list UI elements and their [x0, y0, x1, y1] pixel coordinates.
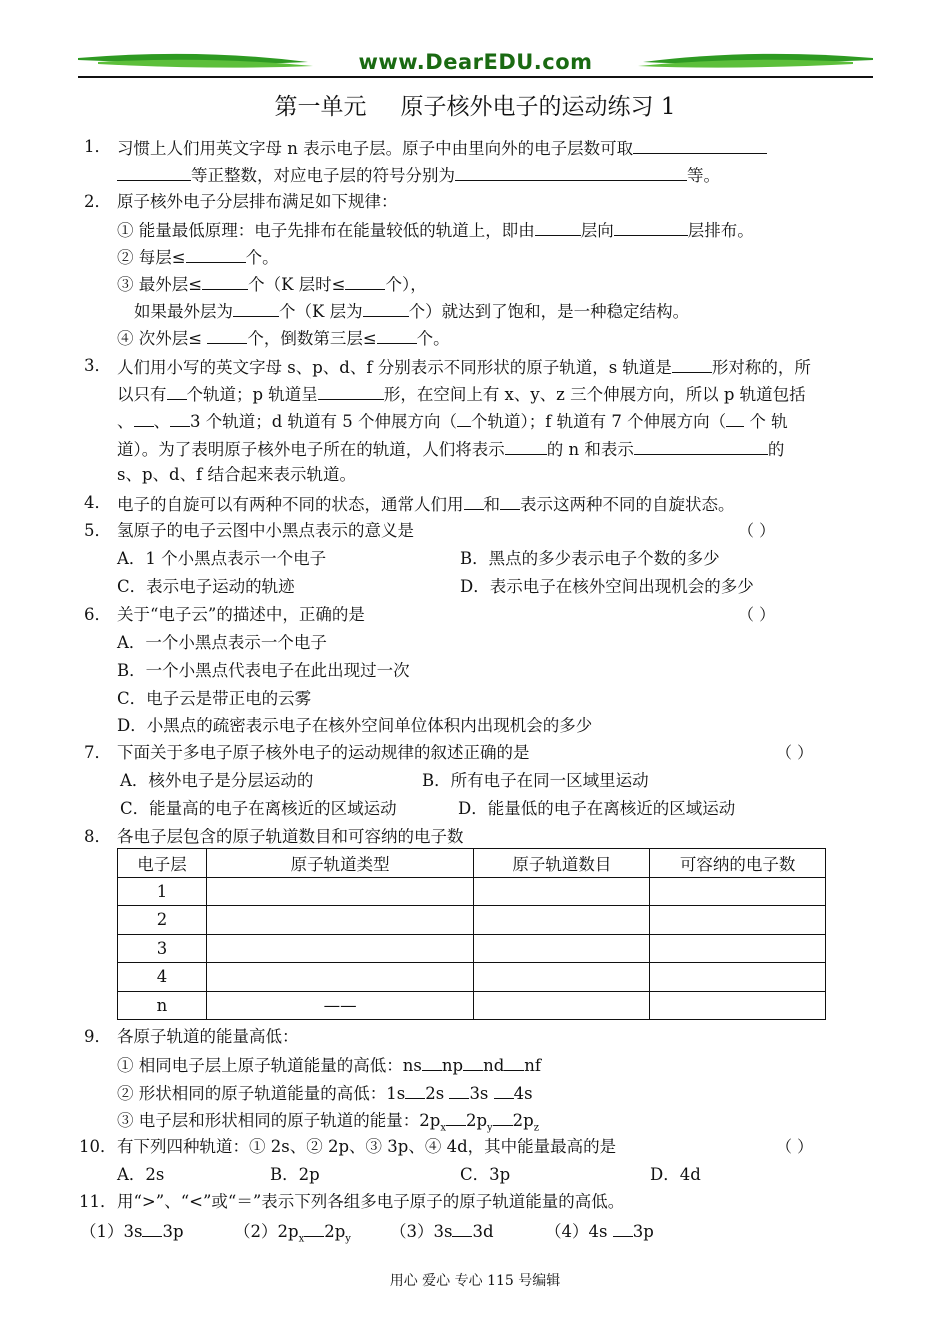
- answer-cell[interactable]: [474, 906, 650, 935]
- q3-line-1: 人们用小写的英文字母 s、p、d、f 分别表示不同形状的原子轨道，s 轨道是 形对称的，所: [117, 355, 811, 379]
- q2-number: 2．: [84, 192, 111, 211]
- q6-option-d: D．小黑点的疏密表示电子在核外空间单位体积内出现机会的多少: [117, 716, 593, 735]
- q6-option-a: A．一个小黑点表示一个电子: [117, 633, 327, 652]
- q11-item-3: （3）3s 3d: [390, 1219, 494, 1243]
- q3-number: 3．: [84, 356, 111, 375]
- answer-cell[interactable]: [650, 934, 826, 963]
- table-header-cell: 可容纳的电子数: [650, 849, 826, 878]
- q2-blank-1[interactable]: [535, 218, 581, 236]
- q11-blank-2[interactable]: [304, 1219, 324, 1237]
- q7-number: 7．: [84, 743, 111, 762]
- answer-cell[interactable]: [474, 877, 650, 906]
- q2-stem: 原子核外电子分层排布满足如下规律：: [117, 192, 398, 211]
- q4-blank-1[interactable]: [464, 492, 484, 510]
- q11-number: 11．: [79, 1192, 117, 1211]
- q7-option-d: D．能量低的电子在离核近的区域运动: [458, 799, 736, 818]
- q4-blank-2[interactable]: [500, 492, 520, 510]
- q10-number: 10．: [79, 1137, 117, 1156]
- q10-option-c: C．3p: [460, 1165, 511, 1184]
- q7-option-b: B．所有电子在同一区域里运动: [422, 771, 649, 790]
- q3-blank-9[interactable]: [634, 437, 768, 455]
- q2-rule-1: ① 能量最低原理：电子先排布在能量较低的轨道上，即由 层向 层排布。: [117, 218, 754, 242]
- answer-cell[interactable]: [650, 906, 826, 935]
- table-row: [118, 963, 826, 992]
- q6-option-b: B．一个小黑点代表电子在此出现过一次: [117, 661, 410, 680]
- header-rule: [78, 76, 873, 78]
- q11-blank-1[interactable]: [142, 1219, 162, 1237]
- q11-blank-4[interactable]: [613, 1219, 633, 1237]
- q3-blank-6[interactable]: [457, 409, 471, 427]
- q7-option-c: C．能量高的电子在离核近的区域运动: [120, 799, 397, 818]
- table-row: [118, 934, 826, 963]
- q10-option-d: D．4d: [650, 1165, 701, 1184]
- q1-blank-2[interactable]: [455, 163, 687, 181]
- q2-blank-3[interactable]: [186, 245, 246, 263]
- q11-item-4: （4）4s 3p: [545, 1219, 654, 1243]
- table-header-cell: 原子轨道数目: [474, 849, 650, 878]
- q6-number: 6．: [84, 605, 111, 624]
- q9-blank-1[interactable]: [422, 1053, 442, 1071]
- answer-cell[interactable]: [206, 877, 474, 906]
- q3-blank-2[interactable]: [167, 382, 187, 400]
- q1-blank-1-cont[interactable]: [117, 163, 191, 181]
- q3-line-2: 以只有 个轨道；p 轨道呈 形，在空间上有 x、y、z 三个伸展方向，所以 p 轨道包括: [117, 382, 806, 406]
- q1-line-1: 习惯上人们用英文字母 n 表示电子层。原子中由里向外的电子层数可取: [117, 136, 767, 160]
- q5-option-c: C．表示电子运动的轨迹: [117, 577, 295, 596]
- shell-cell: 3: [118, 934, 207, 963]
- answer-cell[interactable]: [650, 963, 826, 992]
- q5-option-d: D．表示电子在核外空间出现机会的多少: [460, 577, 754, 596]
- q9-blank-8[interactable]: [493, 1108, 513, 1126]
- shell-cell: 2: [118, 906, 207, 935]
- table-row: [118, 906, 826, 935]
- q6-answer-paren[interactable]: （ ）: [738, 605, 776, 624]
- q2-rule-2: ② 每层≤ 个。: [117, 245, 279, 269]
- q1-blank-1[interactable]: [633, 136, 767, 154]
- q6-option-c: C．电子云是带正电的云雾: [117, 689, 312, 708]
- page-title: [0, 88, 950, 121]
- q9-rule-2: ② 形状相同的原子轨道能量的高低：1s 2s 3s 4s: [117, 1081, 533, 1105]
- orbital-table: [117, 848, 826, 1020]
- q9-blank-7[interactable]: [446, 1108, 466, 1126]
- answer-cell[interactable]: [650, 991, 826, 1020]
- q10-answer-paren[interactable]: （ ）: [776, 1137, 814, 1156]
- answer-cell[interactable]: [474, 934, 650, 963]
- dash-cell: ——: [206, 991, 474, 1020]
- table-header-row: [118, 849, 826, 878]
- q7-stem: 下面关于多电子原子核外电子的运动规律的叙述正确的是: [117, 743, 530, 762]
- q2-rule-3-cont: 如果最外层为 个（K 层为 个）就达到了饱和，是一种稳定结构。: [134, 299, 689, 323]
- q9-blank-2[interactable]: [463, 1053, 483, 1071]
- q3-blank-3[interactable]: [318, 382, 384, 400]
- site-brand-logo: www.DearEDU.com: [358, 50, 593, 74]
- shell-cell: 4: [118, 963, 207, 992]
- q2-blank-2[interactable]: [614, 218, 688, 236]
- table-row: [118, 877, 826, 906]
- q2-blank-5[interactable]: [345, 272, 385, 290]
- q2-rule-4: ④ 次外层≤ 个，倒数第三层≤ 个。: [117, 326, 450, 350]
- page-footer: 用心 爱心 专心 115 号编辑: [389, 1273, 561, 1289]
- table-row: [118, 991, 826, 1020]
- q10-option-b: B．2p: [270, 1165, 320, 1184]
- q5-answer-paren[interactable]: （ ）: [738, 521, 776, 540]
- q9-number: 9．: [84, 1027, 111, 1046]
- q3-line-5: s、p、d、f 结合起来表示轨道。: [117, 465, 356, 484]
- q5-option-b: B．黑点的多少表示电子个数的多少: [460, 549, 720, 568]
- q11-stem: 用“>”、“<”或“＝”表示下列各组多电子原子的原子轨道能量的高低。: [117, 1192, 625, 1211]
- table-header-cell: 原子轨道类型: [206, 849, 474, 878]
- q9-rule-3: ③ 电子层和形状相同的原子轨道的能量：$2p_x$ $2p_y$ $2p_z$: [117, 1108, 539, 1139]
- q2-blank-9[interactable]: [377, 326, 417, 344]
- q4-line: 电子的自旋可以有两种不同的状态，通常人们用 和 表示这两种不同的自旋状态。: [117, 492, 735, 516]
- shell-cell: n: [118, 991, 207, 1020]
- q7-answer-paren[interactable]: （ ）: [776, 743, 814, 762]
- q3-blank-4[interactable]: [134, 409, 154, 427]
- q11-blank-3[interactable]: [452, 1219, 472, 1237]
- q3-line-4: 道）。为了表明原子核外电子所在的轨道，人们将表示 的 n 和表示 的: [117, 437, 784, 461]
- q9-blank-3[interactable]: [504, 1053, 524, 1071]
- table-header-cell: 电子层: [118, 849, 207, 878]
- q9-stem: 各原子轨道的能量高低：: [117, 1027, 299, 1046]
- answer-cell[interactable]: [206, 934, 474, 963]
- title-topic: 原子核外电子的运动练习 1: [400, 94, 676, 120]
- q9-blank-5[interactable]: [449, 1081, 469, 1099]
- q2-blank-6[interactable]: [233, 299, 279, 317]
- answer-cell[interactable]: [206, 963, 474, 992]
- q4-number: 4．: [84, 493, 111, 512]
- q5-option-a: A．1 个小黑点表示一个电子: [117, 549, 327, 568]
- q2-blank-7[interactable]: [363, 299, 409, 317]
- site-header: [78, 44, 873, 78]
- answer-cell[interactable]: [206, 906, 474, 935]
- shell-cell: 1: [118, 877, 207, 906]
- q5-number: 5．: [84, 521, 111, 540]
- q1-line-2: 等正整数，对应电子层的符号分别为 等。: [117, 163, 720, 187]
- q9-blank-6[interactable]: [494, 1081, 514, 1099]
- q10-stem: 有下列四种轨道：① 2s、② 2p、③ 3p、④ 4d，其中能量最高的是: [117, 1137, 617, 1156]
- q3-blank-7[interactable]: [726, 409, 744, 427]
- q3-blank-1[interactable]: [672, 355, 712, 373]
- q10-option-a: A．2s: [117, 1165, 165, 1184]
- q5-stem: 氢原子的电子云图中小黑点表示的意义是: [117, 521, 414, 540]
- title-unit: 第一单元: [274, 94, 367, 120]
- q2-blank-4[interactable]: [202, 272, 248, 290]
- q8-stem: 各电子层包含的原子轨道数目和可容纳的电子数: [117, 827, 464, 846]
- q6-stem: 关于“电子云”的描述中，正确的是: [117, 605, 365, 624]
- q2-blank-8[interactable]: [207, 326, 247, 344]
- q11-item-1: （1）3s 3p: [80, 1219, 184, 1243]
- q3-line-3: 、 、 3 个轨道；d 轨道有 5 个伸展方向（ 个轨道）；f 轨道有 7 个伸展方向（ 个 轨: [117, 409, 788, 433]
- q1-number: 1．: [84, 137, 111, 156]
- answer-cell[interactable]: [474, 963, 650, 992]
- q3-blank-5[interactable]: [170, 409, 190, 427]
- q3-blank-8[interactable]: [505, 437, 547, 455]
- q2-rule-3: ③ 最外层≤ 个（K 层时≤ 个），: [117, 272, 427, 296]
- q11-item-2: $(2)2p_x$ $2p_y$: [234, 1219, 351, 1250]
- answer-cell[interactable]: [650, 877, 826, 906]
- q9-blank-4[interactable]: [405, 1081, 425, 1099]
- answer-cell[interactable]: [474, 991, 650, 1020]
- q7-option-a: A．核外电子是分层运动的: [120, 771, 314, 790]
- q8-number: 8．: [84, 827, 111, 846]
- q9-rule-1: ① 相同电子层上原子轨道能量的高低：ns np nd nf: [117, 1053, 541, 1077]
